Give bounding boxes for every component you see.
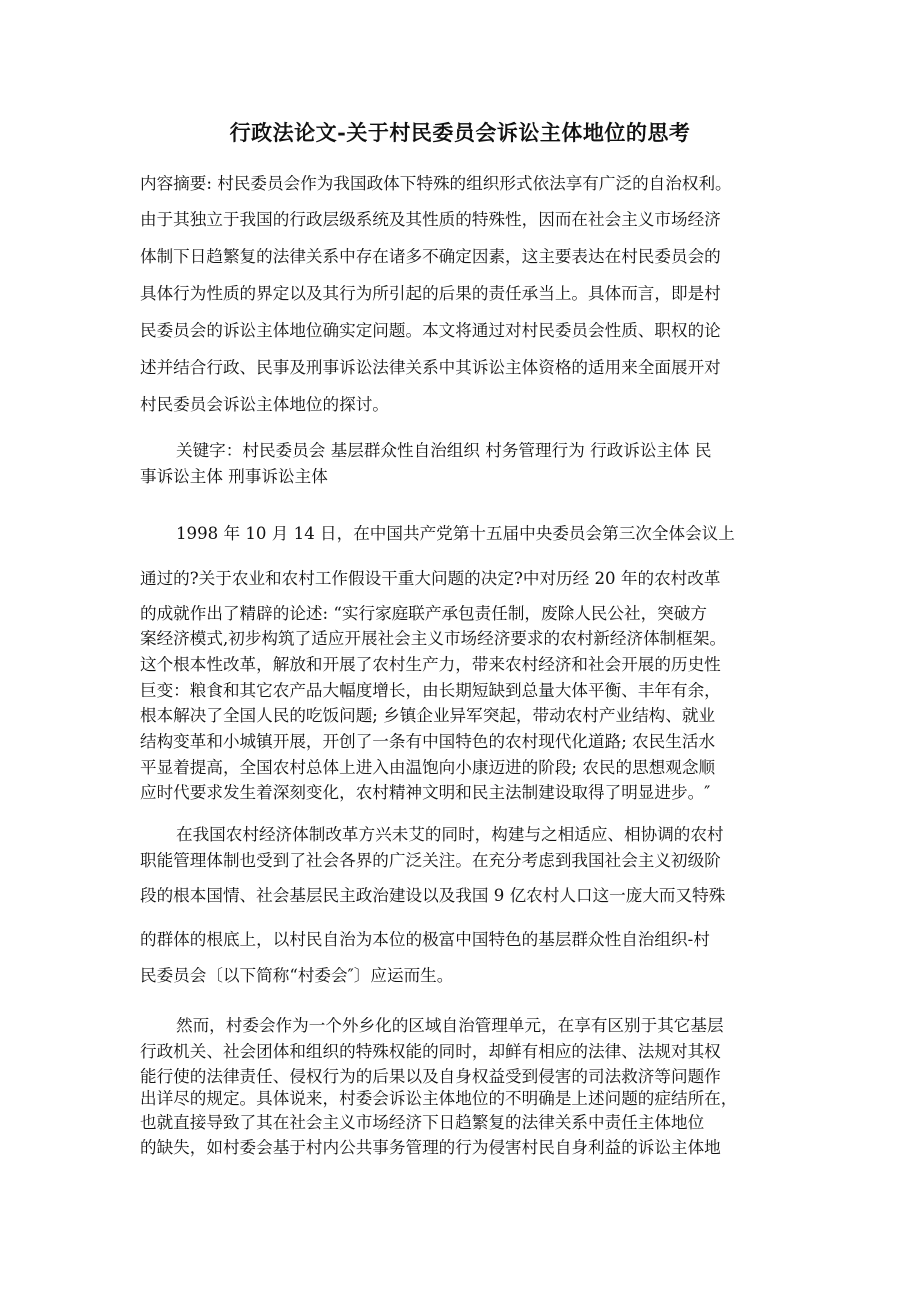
paragraph-line: 平显着提高，全国农村总体上进入由温饱向小康迈进的阶段; 农民的思想观念顺	[140, 758, 716, 777]
paragraph-line: 案经济模式,初步构筑了适应开展社会主义市场经济要求的农村新经济体制框架。	[140, 629, 727, 648]
keywords-line: 事诉讼主体 刑事诉讼主体	[140, 467, 328, 486]
paragraph-line: 能行使的法律责任、侵权行为的后果以及自身权益受到侵害的司法救济等问题作	[140, 1067, 721, 1086]
paragraph-line: 巨变：粮食和其它农产品大幅度增长，由长期短缺到总量大体平衡、丰年有余，	[140, 681, 721, 700]
paragraph-line: 根本解决了全国人民的吃饭问题; 乡镇企业异军突起，带动农村产业结构、就业	[140, 706, 716, 725]
paragraph-line: 通过的?关于农业和农村工作假设干重大问题的决定?中对历经 20 年的农村改革	[140, 569, 721, 588]
paragraph-line: 职能管理体制也受到了社会各界的广泛关注。在充分考虑到我国社会主义初级阶	[140, 851, 721, 870]
document-title: 行政法论文-关于村民委员会诉讼主体地位的思考	[229, 120, 691, 145]
abstract-line: 具体行为性质的界定以及其行为所引起的后果的责任承当上。具体而言，即是村	[140, 284, 721, 303]
paragraph-line: 段的根本国情、社会基层民主政治建设以及我国 9 亿农村人口这一庞大而又特殊	[140, 886, 726, 905]
paragraph-line: 行政机关、社会团体和组织的特殊权能的同时，却鲜有相应的法律、法规对其权	[140, 1042, 721, 1061]
paragraph-line: 1998 年 10 月 14 日，在中国共产党第十五届中央委员会第三次全体会议上	[176, 524, 735, 543]
paragraph-line: 这个根本性改革，解放和开展了农村生产力，带来农村经济和社会开展的历史性	[140, 655, 721, 674]
abstract-line: 内容摘要: 村民委员会作为我国政体下特殊的组织形式依法享有广泛的自治权利。	[140, 174, 732, 193]
keywords-line: 关键字：村民委员会 基层群众性自治组织 村务管理行为 行政诉讼主体 民	[176, 441, 712, 460]
paragraph-line: 出详尽的规定。具体说来，村委会诉讼主体地位的不明确是上述问题的症结所在，	[140, 1089, 738, 1108]
abstract-line: 村民委员会诉讼主体地位的探讨。	[140, 395, 389, 414]
paragraph-line: 然而，村委会作为一个外乡化的区域自治管理单元，在享有区别于其它基层	[176, 1016, 724, 1035]
paragraph-line: 的缺失，如村委会基于村内公共事务管理的行为侵害村民自身利益的诉讼主体地	[140, 1138, 721, 1157]
paragraph-line: 也就直接导致了其在社会主义市场经济下日趋繁复的法律关系中责任主体地位	[140, 1113, 705, 1132]
paragraph-line: 在我国农村经济体制改革方兴未艾的同时，构建与之相适应、相协调的农村	[176, 825, 724, 844]
paragraph-line: 应时代要求发生着深刻变化，农村精神文明和民主法制建设取得了明显进步。″	[140, 783, 711, 802]
abstract-line: 体制下日趋繁复的法律关系中存在诸多不确定因素，这主要表达在村民委员会的	[140, 247, 721, 266]
abstract-line: 由于其独立于我国的行政层级系统及其性质的特殊性，因而在社会主义市场经济	[140, 210, 721, 229]
paragraph-line: 的成就作出了精辟的论述: “实行家庭联产承包责任制，废除人民公社，突破方	[140, 604, 707, 623]
paragraph-line: 民委员会〔以下简称“村委会″〕应运而生。	[140, 966, 454, 985]
abstract-line: 述并结合行政、民事及刑事诉讼法律关系中其诉讼主体资格的适用来全面展开对	[140, 358, 721, 377]
paragraph-line: 的群体的根底上，以村民自治为本位的极富中国特色的基层群众性自治组织-村	[140, 930, 710, 949]
paragraph-line: 结构变革和小城镇开展，开创了一条有中国特色的农村现代化道路; 农民生活水	[140, 732, 716, 751]
abstract-line: 民委员会的诉讼主体地位确实定问题。本文将通过对村民委员会性质、职权的论	[140, 321, 721, 340]
